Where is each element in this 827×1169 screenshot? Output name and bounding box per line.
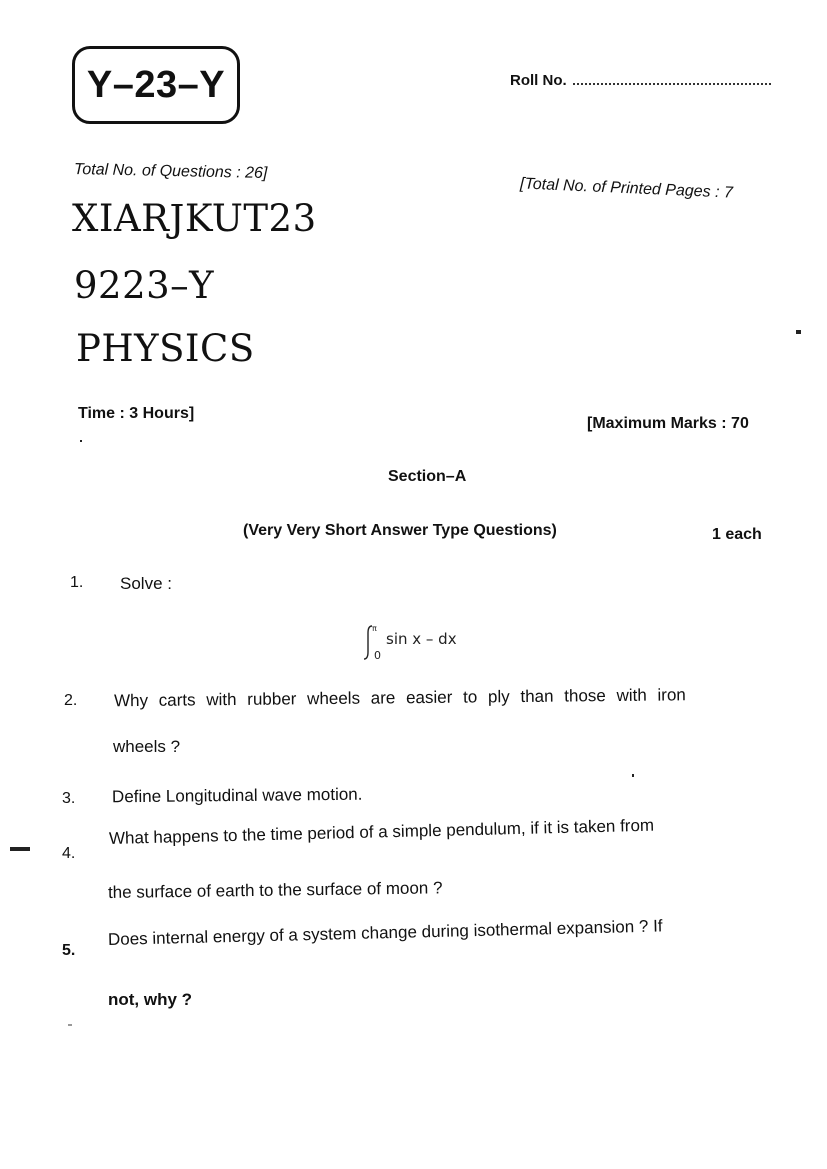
question-text: What happens to the time period of a simple pendulum, if it is taken from — [108, 815, 655, 848]
scan-speck — [68, 1024, 72, 1026]
section-title: Section–A — [388, 468, 467, 485]
total-questions: Total No. of Questions : 26] — [73, 160, 268, 183]
paper-id-box — [72, 46, 240, 124]
roll-number-label: Roll No. — [510, 72, 567, 89]
question-text-continued: wheels ? — [113, 737, 181, 756]
paper-code: 9223–Y — [74, 264, 215, 307]
subject-title: PHYSICS — [76, 327, 255, 370]
question-text-continued: the surface of earth to the surface of moon ? — [107, 878, 443, 902]
question-text: Solve : — [120, 574, 172, 593]
margin-mark — [10, 847, 30, 851]
integral-lower-limit: 0 — [374, 649, 381, 662]
question-number: 4. — [62, 845, 76, 862]
scan-speck — [80, 440, 82, 442]
roll-number-blank — [573, 73, 771, 85]
exam-duration: Time : 3 Hours] — [78, 405, 195, 422]
scan-speck — [632, 774, 634, 777]
section-marks: 1 each — [712, 526, 762, 543]
roll-number-field — [510, 72, 771, 89]
question-text: Does internal energy of a system change during isothermal expansion ? If — [107, 916, 663, 949]
scan-speck — [796, 330, 801, 334]
printed-pages: [Total No. of Printed Pages : 7 — [519, 175, 734, 202]
integral-integrand: sin x – dx — [386, 630, 457, 648]
integral-upper-limit: π — [372, 624, 377, 633]
paper-id: Y–23–Y — [86, 63, 226, 106]
subject-code: XIARJKUT23 — [72, 197, 317, 240]
question-number: 2. — [64, 692, 78, 709]
question-text: Why carts with rubber wheels are easier to ply than those with iron — [113, 685, 686, 711]
question-text: Define Longitudinal wave motion. — [111, 784, 363, 807]
question-text-continued: not, why ? — [108, 990, 193, 1009]
section-subtitle: (Very Very Short Answer Type Questions) — [243, 522, 557, 539]
question-number: 5. — [62, 942, 76, 959]
integral-expression — [362, 622, 482, 662]
question-number: 3. — [62, 790, 76, 807]
maximum-marks: [Maximum Marks : 70 — [587, 415, 749, 432]
integral-sign — [364, 626, 372, 659]
question-number: 1. — [70, 574, 84, 591]
